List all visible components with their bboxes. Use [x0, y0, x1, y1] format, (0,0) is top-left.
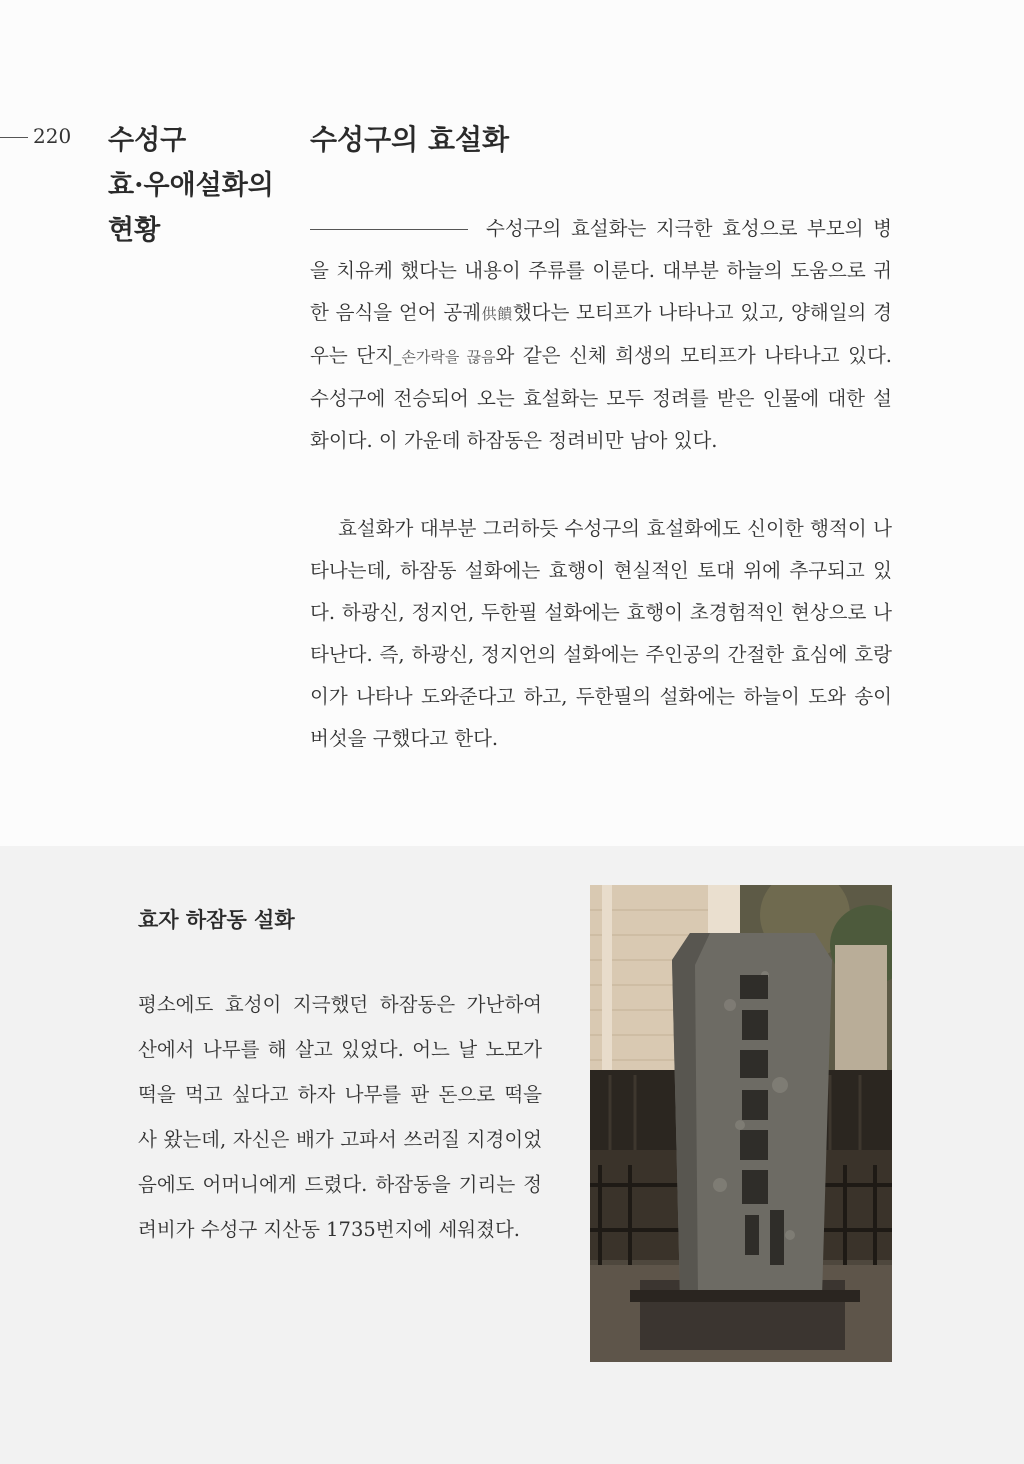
section-heading-line: 수성구 — [108, 125, 187, 156]
paragraph-text: 수성구의 효설화는 지극한 효성으로 부모의 병을 치유케 했다는 내용이 주류를 이룬다. 대부분 하늘의 도움으로 귀한 음식을 얻어 공궤 — [310, 217, 892, 324]
section-heading-line: 효·우애설화의 — [108, 170, 274, 201]
paragraph-text: 와 같은 신체 희생의 모티프가 나타나고 있다. 수성구에 전승되어 오는 효설화는 모두 정려를 받은 인물에 대한 설화이다. 이 가운데 하잠동은 정려비만 남아 있다. — [310, 344, 892, 452]
section-heading — [108, 118, 298, 253]
paragraph-1 — [310, 208, 892, 462]
story-text: 평소에도 효성이 지극했던 하잠동은 가난하여 산에서 나무를 해 살고 있었다. 어느 날 노모가 떡을 먹고 싶다고 하자 나무를 판 돈으로 떡을 사 왔는데, 자신은 배가 고파서 쓰러질 지경이었음에도 어머니에게 드렸다. 하잠동을 기리는 정려비가 수성구 지산동 1735번지에 세워졌다. — [138, 993, 542, 1241]
paragraph-2: 효설화가 대부분 그러하듯 수성구의 효설화에도 신이한 행적이 나타나는데, 하잠동 설화에는 효행이 현실적인 토대 위에 추구되고 있다. 하광신, 정지언, 두한필 설화에는 효행이 초경험적인 현상으로 나타난다. 즉, 하광신, 정지언의 설화에는 주인공의 간절한 효심에 호랑이가 나타나 도와준다고 하고, 두한필의 설화에는 하늘이 도와 송이버섯을 구했다고 한다. — [310, 517, 892, 750]
memorial-stone-illustration — [590, 885, 892, 1362]
story-title: 효자 하잠동 설화 — [138, 907, 295, 932]
memorial-stone-photo — [590, 885, 892, 1362]
paragraph-text: 했다는 모티프가 나타나고 있고, 양해일의 경우는 단지 — [310, 301, 892, 367]
page-number: 220 — [33, 124, 72, 148]
hanja-note: 供饋 — [481, 305, 513, 323]
gloss-note: _손가락을 끊음 — [393, 348, 496, 366]
article-title: 수성구의 효설화 — [310, 123, 510, 156]
page-rule — [0, 137, 28, 138]
section-heading-line: 현황 — [108, 215, 161, 246]
